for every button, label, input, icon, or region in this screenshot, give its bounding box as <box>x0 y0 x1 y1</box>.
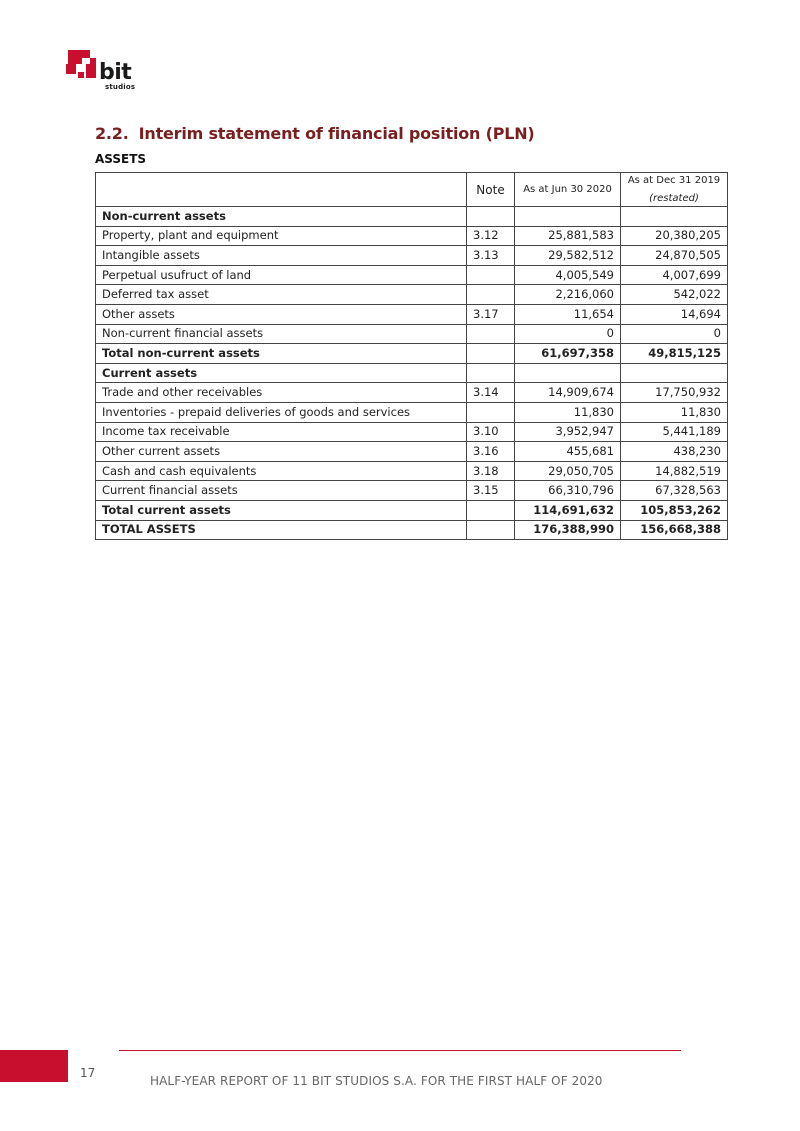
row-value-jun-2020 <box>515 207 621 227</box>
table-row <box>96 324 728 344</box>
row-note: 3.13 <box>467 246 515 266</box>
table-row <box>96 226 728 246</box>
section-number: 2.2. <box>95 124 129 143</box>
row-note <box>467 285 515 305</box>
row-label: Cash and cash equivalents <box>96 461 467 481</box>
table-row <box>96 461 728 481</box>
row-value-jun-2020: 176,388,990 <box>515 520 621 540</box>
row-label: Inventories - prepaid deliveries of goods and services <box>96 402 467 422</box>
table-row <box>96 520 728 540</box>
header-label-cell <box>96 173 467 207</box>
row-value-dec-2019: 105,853,262 <box>621 500 728 520</box>
row-note: 3.15 <box>467 481 515 501</box>
logo-wordmark: bit <box>99 60 132 85</box>
row-value-dec-2019: 542,022 <box>621 285 728 305</box>
row-label: Current assets <box>96 363 467 383</box>
row-value-dec-2019: 24,870,505 <box>621 246 728 266</box>
row-value-dec-2019: 5,441,189 <box>621 422 728 442</box>
row-note <box>467 500 515 520</box>
row-note <box>467 344 515 364</box>
row-value-dec-2019: 17,750,932 <box>621 383 728 403</box>
row-label: Trade and other receivables <box>96 383 467 403</box>
row-note <box>467 402 515 422</box>
table-row <box>96 304 728 324</box>
table-body <box>96 207 728 540</box>
row-note: 3.14 <box>467 383 515 403</box>
row-note: 3.10 <box>467 422 515 442</box>
assets-heading: ASSETS <box>95 152 147 166</box>
header-dec-2019 <box>621 173 728 207</box>
table-row <box>96 383 728 403</box>
row-value-dec-2019: 20,380,205 <box>621 226 728 246</box>
table-row <box>96 285 728 305</box>
footer-text: HALF-YEAR REPORT OF 11 BIT STUDIOS S.A. FOR THE FIRST HALF OF 2020 <box>150 1074 603 1088</box>
table-row <box>96 363 728 383</box>
row-label: TOTAL ASSETS <box>96 520 467 540</box>
row-value-jun-2020: 4,005,549 <box>515 265 621 285</box>
row-value-dec-2019 <box>621 363 728 383</box>
footer-accent-bar <box>0 1050 68 1082</box>
row-label: Other assets <box>96 304 467 324</box>
row-value-jun-2020: 11,830 <box>515 402 621 422</box>
page-number: 17 <box>80 1066 96 1080</box>
row-value-dec-2019: 438,230 <box>621 442 728 462</box>
row-label: Current financial assets <box>96 481 467 501</box>
logo-subtext: studios <box>105 83 136 91</box>
header-note: Note <box>467 173 515 207</box>
row-note: 3.18 <box>467 461 515 481</box>
row-value-dec-2019: 14,882,519 <box>621 461 728 481</box>
financial-position-table <box>95 172 728 540</box>
row-label: Other current assets <box>96 442 467 462</box>
row-note <box>467 324 515 344</box>
row-label: Non-current financial assets <box>96 324 467 344</box>
row-value-dec-2019 <box>621 207 728 227</box>
table-row <box>96 481 728 501</box>
row-value-jun-2020: 25,881,583 <box>515 226 621 246</box>
header-jun-2020: As at Jun 30 2020 <box>515 173 621 207</box>
row-value-jun-2020: 66,310,796 <box>515 481 621 501</box>
row-value-dec-2019: 156,668,388 <box>621 520 728 540</box>
row-label: Property, plant and equipment <box>96 226 467 246</box>
row-value-dec-2019: 67,328,563 <box>621 481 728 501</box>
section-title <box>95 124 535 143</box>
row-value-jun-2020: 11,654 <box>515 304 621 324</box>
table-header-row <box>96 173 728 207</box>
row-note <box>467 520 515 540</box>
row-label: Intangible assets <box>96 246 467 266</box>
row-note <box>467 265 515 285</box>
header-dec-2019-label: As at Dec 31 2019 <box>627 174 721 186</box>
row-value-dec-2019: 49,815,125 <box>621 344 728 364</box>
section-title-text: Interim statement of financial position (PLN) <box>138 124 535 143</box>
row-value-jun-2020: 29,582,512 <box>515 246 621 266</box>
table-row <box>96 265 728 285</box>
row-value-dec-2019: 11,830 <box>621 402 728 422</box>
table-row <box>96 422 728 442</box>
row-value-jun-2020: 61,697,358 <box>515 344 621 364</box>
table-row <box>96 207 728 227</box>
row-value-dec-2019: 14,694 <box>621 304 728 324</box>
company-logo <box>66 50 146 92</box>
row-value-dec-2019: 0 <box>621 324 728 344</box>
row-value-jun-2020: 14,909,674 <box>515 383 621 403</box>
row-note: 3.17 <box>467 304 515 324</box>
row-value-jun-2020: 29,050,705 <box>515 461 621 481</box>
row-label: Total current assets <box>96 500 467 520</box>
row-label: Income tax receivable <box>96 422 467 442</box>
row-note: 3.12 <box>467 226 515 246</box>
row-value-jun-2020 <box>515 363 621 383</box>
row-value-jun-2020: 3,952,947 <box>515 422 621 442</box>
table-row <box>96 500 728 520</box>
row-label: Deferred tax asset <box>96 285 467 305</box>
table-row <box>96 246 728 266</box>
row-value-jun-2020: 114,691,632 <box>515 500 621 520</box>
row-label: Total non-current assets <box>96 344 467 364</box>
row-note <box>467 363 515 383</box>
table-row <box>96 344 728 364</box>
row-label: Perpetual usufruct of land <box>96 265 467 285</box>
table-row <box>96 402 728 422</box>
row-value-jun-2020: 2,216,060 <box>515 285 621 305</box>
footer-rule <box>119 1050 681 1051</box>
row-value-jun-2020: 0 <box>515 324 621 344</box>
row-value-jun-2020: 455,681 <box>515 442 621 462</box>
row-note: 3.16 <box>467 442 515 462</box>
table-row <box>96 442 728 462</box>
row-value-dec-2019: 4,007,699 <box>621 265 728 285</box>
row-label: Non-current assets <box>96 207 467 227</box>
row-note <box>467 207 515 227</box>
header-restated: (restated) <box>649 192 699 204</box>
